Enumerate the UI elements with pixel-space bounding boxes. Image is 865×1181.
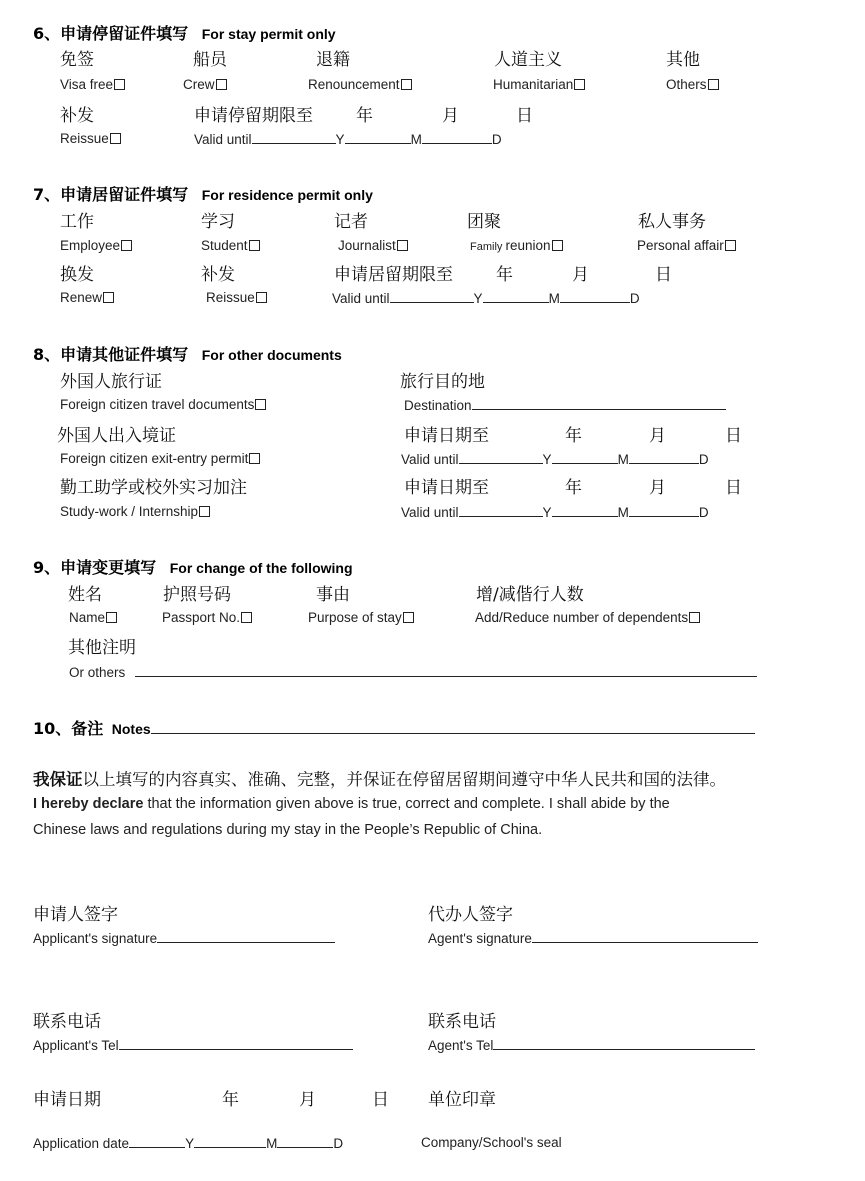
label-reissue-zh: 补发 — [60, 106, 94, 126]
personal-affair-checkbox[interactable] — [725, 240, 736, 251]
label-month-zh: 月 — [299, 1090, 316, 1110]
valid-until-field — [401, 504, 709, 520]
month-blank[interactable] — [194, 1135, 266, 1148]
label-month-zh: 月 — [649, 478, 666, 498]
label-personal-affair-zh: 私人事务 — [638, 212, 706, 232]
others-checkbox[interactable] — [708, 79, 719, 90]
exit-entry-permit-checkbox[interactable] — [249, 453, 260, 464]
d-label: D — [629, 291, 640, 306]
agent-tel-label: Agent's Tel — [428, 1038, 494, 1053]
day-blank[interactable] — [422, 131, 492, 144]
y-label: Y — [542, 452, 552, 467]
humanitarian-checkbox[interactable] — [574, 79, 585, 90]
label-day-zh: 日 — [725, 478, 742, 498]
label-employee-zh: 工作 — [60, 212, 94, 232]
option-label: Study-work / Internship — [60, 504, 199, 519]
visa-free-checkbox[interactable] — [114, 79, 125, 90]
year-blank[interactable] — [459, 451, 543, 464]
valid-until-field — [332, 290, 640, 306]
d-label: D — [698, 452, 709, 467]
application-date-field — [33, 1135, 343, 1151]
destination-label: Destination — [404, 398, 472, 413]
option-passport-no[interactable] — [162, 610, 252, 625]
label-others-zh: 其他 — [666, 50, 700, 70]
others-field — [69, 664, 757, 680]
m-label: M — [266, 1136, 278, 1151]
label-dependents-zh: 增/减偕行人数 — [476, 585, 584, 605]
section-number: 9、 — [33, 558, 61, 577]
section-title-en: For residence permit only — [201, 187, 373, 203]
application-date-zh: 申请日期 — [33, 1090, 101, 1110]
label-year-zh: 年 — [565, 426, 582, 446]
option-label: Passport No. — [162, 610, 241, 625]
option-label: Humanitarian — [493, 77, 574, 92]
option-reissue[interactable] — [60, 131, 121, 146]
label-family-reunion-zh: 团聚 — [467, 212, 501, 232]
applicant-tel-zh: 联系电话 — [33, 1012, 101, 1032]
option-label: Foreign citizen exit-entry permit — [60, 451, 249, 466]
destination-blank[interactable] — [472, 397, 726, 410]
m-label: M — [548, 291, 560, 306]
valid-until-label: Valid until — [332, 291, 390, 306]
label-name-zh: 姓名 — [68, 585, 102, 605]
applicant-signature-label: Applicant's signature — [33, 931, 158, 946]
month-blank[interactable] — [483, 290, 549, 303]
label-destination-zh: 旅行目的地 — [400, 372, 485, 392]
option-employee[interactable] — [60, 238, 132, 253]
label-month-zh: 月 — [442, 106, 459, 126]
option-purpose-of-stay[interactable] — [308, 610, 414, 625]
label-student-zh: 学习 — [201, 212, 235, 232]
student-checkbox[interactable] — [249, 240, 260, 251]
option-name[interactable] — [69, 610, 117, 625]
travel-documents-checkbox[interactable] — [255, 399, 266, 410]
applicant-tel-label: Applicant's Tel — [33, 1038, 119, 1053]
label-others-zh: 其他注明 — [68, 638, 136, 658]
option-label: Renouncement — [308, 77, 400, 92]
label-humanitarian-zh: 人道主义 — [494, 50, 562, 70]
y-label: Y — [185, 1136, 195, 1151]
applicant-signature-blank[interactable] — [157, 930, 335, 943]
option-label-part: reunion — [505, 238, 551, 253]
valid-until-field — [401, 451, 709, 467]
m-label: M — [617, 505, 629, 520]
option-exit-entry-permit[interactable] — [60, 451, 260, 466]
d-label: D — [698, 505, 709, 520]
section-title-zh: 申请其他证件填写 — [60, 345, 189, 364]
label-exit-entry-zh: 外国人出入境证 — [57, 426, 176, 446]
agent-tel-blank[interactable] — [493, 1037, 755, 1050]
renew-checkbox[interactable] — [103, 292, 114, 303]
section-number: 6、 — [33, 24, 61, 43]
month-blank[interactable] — [552, 504, 618, 517]
declaration-en-bold: I hereby declare — [33, 796, 144, 812]
year-blank[interactable] — [459, 504, 543, 517]
section-title-en: For stay permit only — [201, 26, 336, 42]
month-blank[interactable] — [552, 451, 618, 464]
agent-signature-blank[interactable] — [532, 930, 758, 943]
section-9-heading — [33, 555, 353, 578]
label-day-zh: 日 — [516, 106, 533, 126]
y-label: Y — [473, 291, 483, 306]
m-label: M — [617, 452, 629, 467]
label-passport-zh: 护照号码 — [163, 585, 231, 605]
section-10-notes — [33, 716, 755, 739]
m-label: M — [410, 132, 422, 147]
agent-signature-label: Agent's signature — [428, 931, 532, 946]
option-others[interactable] — [666, 77, 719, 92]
applicant-signature-field — [33, 930, 335, 946]
label-reissue-zh: 补发 — [201, 265, 235, 285]
applicant-signature-zh: 申请人签字 — [33, 905, 118, 925]
label-renouncement-zh: 退籍 — [316, 50, 350, 70]
option-dependents[interactable] — [475, 610, 700, 625]
option-label: Name — [69, 610, 106, 625]
day-blank[interactable] — [629, 504, 699, 517]
label-year-zh: 年 — [565, 478, 582, 498]
option-humanitarian[interactable] — [493, 77, 585, 92]
section-title-zh: 申请居留证件填写 — [60, 185, 189, 204]
applicant-tel-field — [33, 1037, 353, 1053]
label-visa-free-zh: 免签 — [60, 50, 94, 70]
option-label: Foreign citizen travel documents — [60, 397, 255, 412]
year-blank[interactable] — [129, 1135, 185, 1148]
purpose-of-stay-checkbox[interactable] — [403, 612, 414, 623]
label-crew-zh: 船员 — [193, 50, 227, 70]
crew-checkbox[interactable] — [216, 79, 227, 90]
option-label: Employee — [60, 238, 121, 253]
y-label: Y — [542, 505, 552, 520]
label-valid-until-zh: 申请居留期限至 — [334, 265, 453, 285]
option-label: Student — [201, 238, 248, 253]
option-study-work[interactable] — [60, 504, 210, 519]
passport-no-checkbox[interactable] — [241, 612, 252, 623]
employee-checkbox[interactable] — [121, 240, 132, 251]
label-year-zh: 年 — [356, 106, 373, 126]
study-work-checkbox[interactable] — [199, 506, 210, 517]
option-label: Journalist — [338, 238, 396, 253]
day-blank[interactable] — [277, 1135, 333, 1148]
valid-until-label: Valid until — [401, 452, 459, 467]
option-reissue[interactable] — [206, 290, 267, 305]
label-month-zh: 月 — [649, 426, 666, 446]
declaration-en-line1 — [33, 796, 670, 812]
label-date-until-zh: 申请日期至 — [404, 478, 489, 498]
d-label: D — [333, 1136, 344, 1151]
d-label: D — [491, 132, 502, 147]
renouncement-checkbox[interactable] — [401, 79, 412, 90]
agent-signature-zh: 代办人签字 — [428, 905, 513, 925]
reissue-checkbox[interactable] — [110, 133, 121, 144]
section-title-en: For change of the following — [169, 560, 353, 576]
dependents-checkbox[interactable] — [689, 612, 700, 623]
declaration-en-line2: Chinese laws and regulations during my stay in the People’s Republic of China. — [33, 822, 543, 838]
valid-until-field — [194, 131, 502, 147]
label-day-zh: 日 — [372, 1090, 389, 1110]
label-day-zh: 日 — [655, 265, 672, 285]
label-valid-until-zh: 申请停留期限至 — [194, 106, 313, 126]
option-label: Others — [666, 77, 707, 92]
year-blank[interactable] — [252, 131, 336, 144]
declaration-zh — [33, 766, 726, 790]
option-label: Renew — [60, 290, 103, 305]
destination-field — [404, 397, 726, 413]
option-personal-affair[interactable] — [637, 238, 736, 253]
option-label: Crew — [183, 77, 215, 92]
agent-tel-field — [428, 1037, 755, 1053]
section-title-en: Notes — [111, 721, 151, 737]
label-journalist-zh: 记者 — [334, 212, 368, 232]
section-number: 8、 — [33, 345, 61, 364]
journalist-checkbox[interactable] — [397, 240, 408, 251]
day-blank[interactable] — [629, 451, 699, 464]
label-day-zh: 日 — [725, 426, 742, 446]
option-family-reunion[interactable] — [470, 238, 563, 253]
label-study-work-zh: 勤工助学或校外实习加注 — [60, 478, 247, 498]
label-year-zh: 年 — [222, 1090, 239, 1110]
section-title-zh: 申请变更填写 — [60, 558, 157, 577]
applicant-tel-blank[interactable] — [119, 1037, 353, 1050]
year-blank[interactable] — [390, 290, 474, 303]
company-seal-label: Company/School's seal — [421, 1135, 562, 1150]
label-date-until-zh: 申请日期至 — [404, 426, 489, 446]
option-label: Reissue — [60, 131, 109, 146]
reissue-checkbox[interactable] — [256, 292, 267, 303]
option-renew[interactable] — [60, 290, 114, 305]
section-7-heading — [33, 182, 373, 205]
name-checkbox[interactable] — [106, 612, 117, 623]
day-blank[interactable] — [560, 290, 630, 303]
section-title-zh: 备注 — [71, 719, 104, 738]
valid-until-label: Valid until — [194, 132, 252, 147]
declaration-en-text: that the information given above is true, correct and complete. I shall abide by the — [143, 796, 670, 812]
agent-signature-field — [428, 930, 758, 946]
notes-blank[interactable] — [151, 721, 755, 734]
application-date-label: Application date — [33, 1136, 130, 1151]
option-travel-documents[interactable] — [60, 397, 266, 412]
option-label-part: Family — [470, 241, 506, 253]
section-number: 7、 — [33, 185, 61, 204]
family-reunion-checkbox[interactable] — [552, 240, 563, 251]
option-label: Visa free — [60, 77, 114, 92]
label-travel-doc-zh: 外国人旅行证 — [60, 372, 162, 392]
valid-until-label: Valid until — [401, 505, 459, 520]
section-title-zh: 申请停留证件填写 — [60, 24, 189, 43]
option-renouncement[interactable] — [308, 77, 412, 92]
section-8-heading — [33, 342, 342, 365]
label-purpose-zh: 事由 — [316, 585, 350, 605]
month-blank[interactable] — [345, 131, 411, 144]
option-journalist[interactable] — [338, 238, 408, 253]
section-6-heading — [33, 21, 336, 44]
option-label: Personal affair — [637, 238, 724, 253]
declaration-zh-text: 以上填写的内容真实、准确、完整，并保证在停留居留期间遵守中华人民共和国的法律。 — [82, 770, 726, 789]
y-label: Y — [335, 132, 345, 147]
option-crew[interactable] — [183, 77, 227, 92]
option-label: Add/Reduce number of dependents — [475, 610, 689, 625]
label-renew-zh: 换发 — [60, 265, 94, 285]
option-student[interactable] — [201, 238, 260, 253]
option-visa-free[interactable] — [60, 77, 125, 92]
company-seal-zh: 单位印章 — [428, 1090, 496, 1110]
section-title-en: For other documents — [201, 347, 342, 363]
section-number: 10、 — [33, 719, 72, 738]
others-blank[interactable] — [135, 664, 757, 677]
others-label: Or others — [69, 665, 126, 680]
label-month-zh: 月 — [572, 265, 589, 285]
agent-tel-zh: 联系电话 — [428, 1012, 496, 1032]
declaration-zh-bold: 我保证 — [33, 770, 83, 789]
option-label: Reissue — [206, 290, 255, 305]
label-year-zh: 年 — [496, 265, 513, 285]
option-label: Purpose of stay — [308, 610, 402, 625]
